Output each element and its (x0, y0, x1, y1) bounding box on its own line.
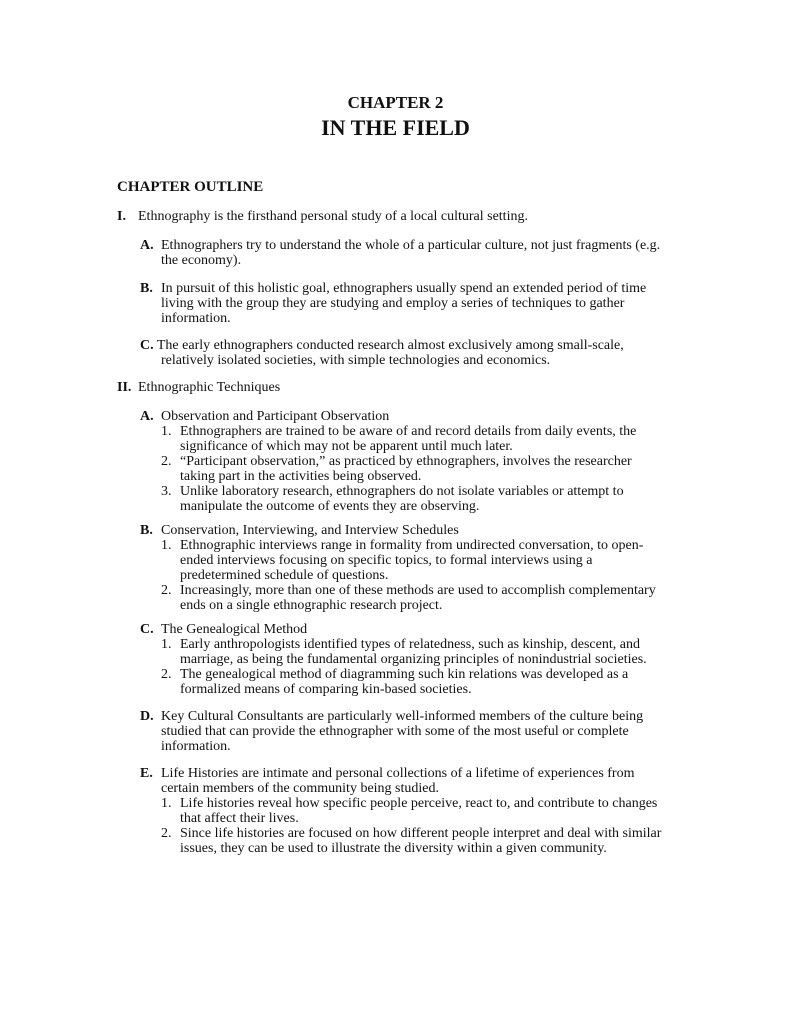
subitem-line: that affect their lives. (180, 811, 299, 826)
subitem-marker: 1. (161, 796, 172, 811)
item-marker: E. (140, 766, 153, 781)
subitem (161, 538, 680, 583)
subitem-line: issues, they can be used to illustrate the diversity within a given community. (180, 841, 607, 856)
subitem (161, 667, 680, 697)
item-marker: A. (140, 409, 154, 424)
section-text: Ethnographic Techniques (138, 380, 281, 395)
subitem-line: manipulate the outcome of events they are observing. (180, 499, 480, 514)
subitem-line: Since life histories are focused on how different people interpret and deal with similar (180, 826, 662, 841)
section-1-item-a (140, 238, 680, 268)
item-marker: B. (140, 281, 153, 296)
item-line: Observation and Participant Observation (161, 409, 390, 424)
section-marker: I. (117, 209, 126, 224)
subitem-line: “Participant observation,” as practiced by ethnographers, involves the researcher (180, 454, 632, 469)
subitem-line: Ethnographic interviews range in formality from undirected conversation, to open- (180, 538, 644, 553)
subitem-line: Life histories reveal how specific people perceive, react to, and contribute to changes (180, 796, 658, 811)
subitem-line: The genealogical method of diagramming such kin relations was developed as a (180, 667, 629, 682)
subitem-marker: 2. (161, 667, 172, 682)
section-2-item-e (140, 766, 680, 856)
subitem-line: significance of which may not be apparent until much later. (180, 439, 513, 454)
item-line: information. (161, 739, 231, 754)
item-marker: A. (140, 238, 154, 253)
subitem-line: ended interviews focusing on specific topics, to formal interviews using a (180, 553, 593, 568)
subitem-marker: 2. (161, 454, 172, 469)
subitem-marker: 1. (161, 637, 172, 652)
subitem (161, 637, 680, 667)
item-line: studied that can provide the ethnographer with some of the most useful or complete (161, 724, 629, 739)
subitem-line: predetermined schedule of questions. (180, 568, 389, 583)
subitem (161, 484, 680, 514)
subitem-line: Unlike laboratory research, ethnographers do not isolate variables or attempt to (180, 484, 624, 499)
item-marker: C. (140, 338, 154, 353)
item-line: In pursuit of this holistic goal, ethnographers usually spend an extended period of time (161, 281, 647, 296)
section-marker: II. (117, 380, 132, 395)
chapter-number: CHAPTER 2 (347, 93, 444, 112)
subitem-line: Ethnographers are trained to be aware of and record details from daily events, the (180, 424, 637, 439)
subitem-line: marriage, as being the fundamental organizing principles of nonindustrial societies. (180, 652, 647, 667)
subitem-marker: 1. (161, 538, 172, 553)
item-marker: D. (140, 709, 154, 724)
section-1-item-b (140, 281, 680, 326)
subitem-marker: 2. (161, 583, 172, 598)
outline-heading: CHAPTER OUTLINE (117, 179, 264, 195)
item-marker: C. (140, 622, 154, 637)
section-1 (117, 209, 677, 224)
subitem (161, 454, 680, 484)
section-2-item-d (140, 709, 680, 754)
item-line: living with the group they are studying and employ a series of techniques to gather (161, 296, 625, 311)
item-line: Conservation, Interviewing, and Interview Schedules (161, 523, 459, 538)
subitem-marker: 2. (161, 826, 172, 841)
section-2-item-c (140, 622, 680, 697)
item-line: Life Histories are intimate and personal collections of a lifetime of experiences from (161, 766, 635, 781)
subitem-marker: 3. (161, 484, 172, 499)
item-line: The Genealogical Method (161, 622, 308, 637)
item-marker: B. (140, 523, 153, 538)
subitem-marker: 1. (161, 424, 172, 439)
item-line: The early ethnographers conducted research almost exclusively among small-scale, (156, 338, 624, 353)
item-line: certain members of the community being studied. (161, 781, 439, 796)
subitem (161, 796, 680, 826)
item-line: Key Cultural Consultants are particularly well-informed members of the culture being (161, 709, 644, 724)
subitem-line: taking part in the activities being observed. (180, 469, 422, 484)
item-line: Ethnographers try to understand the whole of a particular culture, not just fragments (e.g. (161, 238, 661, 253)
section-1-item-c (140, 338, 680, 368)
item-line: the economy). (161, 253, 242, 268)
subitem-line: formalized means of comparing kin-based societies. (180, 682, 472, 697)
section-2-item-b (140, 523, 680, 613)
item-line: relatively isolated societies, with simple technologies and economics. (161, 353, 551, 368)
chapter-title: IN THE FIELD (321, 115, 470, 140)
section-2-item-a (140, 409, 680, 514)
subitem (161, 424, 680, 454)
subitem (161, 826, 680, 856)
section-2 (117, 380, 677, 395)
subitem-line: Increasingly, more than one of these methods are used to accomplish complementary (180, 583, 656, 598)
subitem-line: ends on a single ethnographic research project. (180, 598, 443, 613)
subitem (161, 583, 680, 613)
subitem-line: Early anthropologists identified types of relatedness, such as kinship, descent, and (180, 637, 640, 652)
section-text: Ethnography is the firsthand personal study of a local cultural setting. (138, 209, 528, 224)
item-line: information. (161, 311, 231, 326)
